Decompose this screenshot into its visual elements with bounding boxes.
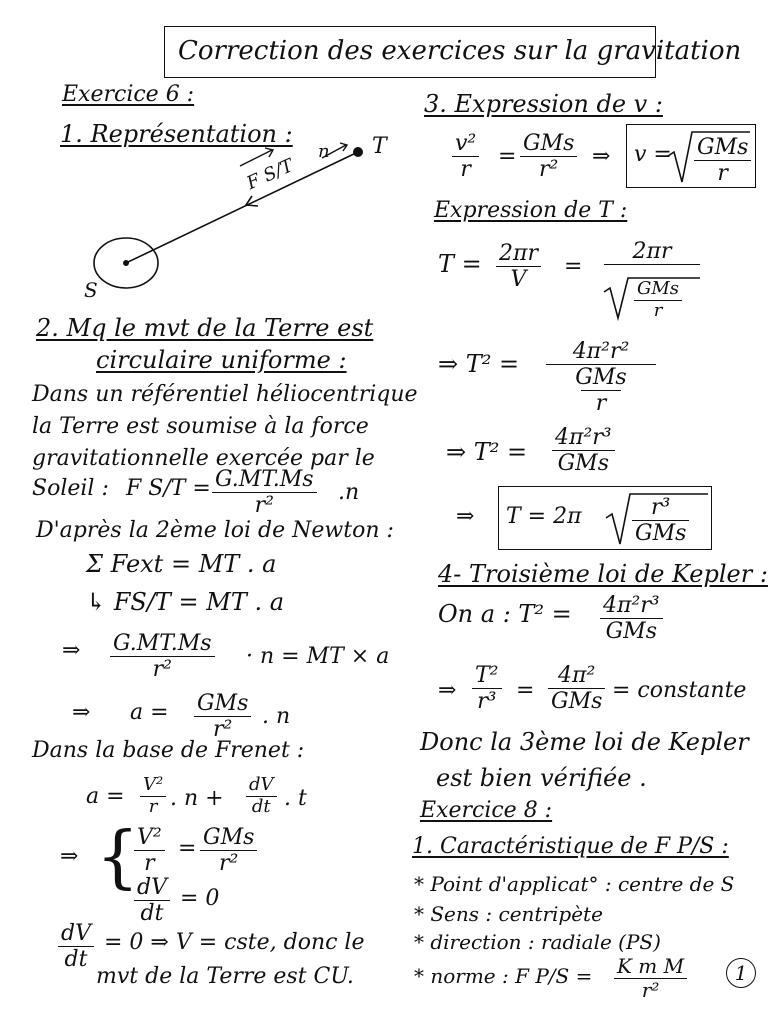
implies-arrow-2: ⇒ — [72, 700, 91, 725]
conclusion-line1: = 0 ⇒ V = cste, donc le — [104, 930, 365, 955]
c5-num: K m M — [617, 954, 685, 978]
c4-direction: * direction : radiale (PS) — [414, 930, 661, 954]
para-line3: gravitationnelle exercée par le — [32, 446, 375, 471]
frenet-num2: dV — [249, 774, 274, 795]
T1-eq: = — [564, 254, 583, 279]
conclusion-den: dt — [64, 947, 88, 973]
sun-label: S — [84, 278, 98, 302]
system-num3: dV — [137, 875, 167, 900]
v-den2: r² — [539, 157, 559, 183]
exercise-8-heading: Exercice 8 : — [420, 798, 553, 823]
v-arrow: ⇒ — [592, 144, 611, 169]
newton-force: ↳ FS/T = MT . a — [86, 588, 285, 616]
q1-representation: 1. Représentation : — [60, 120, 293, 148]
implies-arrow-1: ⇒ — [62, 638, 81, 663]
T3-num: 4π²r³ — [555, 425, 612, 450]
K2-frac1 — [472, 664, 502, 713]
q2-line2: circulaire uniforme : — [96, 346, 347, 374]
v-result-num: GMs — [697, 135, 749, 160]
T4-den: GMs — [635, 521, 687, 547]
K2-num2: 4π² — [558, 663, 596, 688]
system-brace: { — [96, 818, 140, 897]
force-expr-lhs: F S/T = — [126, 476, 211, 501]
frenet-lhs: a = — [86, 784, 125, 809]
v-result-lhs: v = — [634, 142, 672, 167]
newton-sum: Σ Fext = MT . a — [86, 550, 277, 578]
K1-num: 4π²r³ — [603, 593, 660, 618]
accel-unit: . n — [262, 704, 291, 729]
T4-num: r³ — [651, 495, 671, 520]
K2-den2: GMs — [551, 689, 603, 715]
K1-frac — [600, 594, 663, 643]
newton-numerator: G.MT.Ms — [113, 631, 212, 656]
expr-T-heading: Expression de T : — [434, 198, 628, 223]
c2-point: * Point d'applicat° : centre de S — [414, 872, 735, 896]
force-unit-vector: .n — [338, 480, 360, 505]
K3-text: Donc la 3ème loi de Kepler — [420, 728, 749, 756]
frenet-mid: . n + — [170, 786, 224, 811]
force-label: F S/T — [243, 155, 297, 195]
conclusion-line2: mvt de la Terre est CU. — [96, 964, 354, 989]
c3-sens: * Sens : centripète — [414, 902, 603, 926]
K2-eq: = — [516, 678, 535, 703]
T1-lhs: T = — [438, 250, 482, 278]
T4-frac — [632, 496, 689, 545]
para-line4a: Soleil : — [32, 476, 109, 501]
v-result-den: r — [717, 161, 728, 187]
accel-numerator: GMs — [197, 691, 249, 716]
K2-arrow: ⇒ — [438, 678, 457, 703]
K2-end: = constante — [612, 678, 747, 703]
frenet-end: . t — [284, 786, 307, 811]
T2-num: 4π²r² — [572, 339, 630, 364]
system-den1: r — [144, 851, 155, 877]
implies-arrow-3: ⇒ — [60, 844, 79, 869]
T4-lhs: T = 2π — [506, 504, 582, 529]
v-eq: = — [498, 144, 517, 169]
K4-text: est bien vérifiée . — [436, 764, 647, 792]
T1-sqrt-den: r — [653, 299, 663, 321]
K2-num1: T² — [475, 663, 499, 688]
K1-den: GMs — [605, 619, 657, 645]
exercise-6-heading: Exercice 6 : — [62, 82, 195, 107]
accel-lhs: a = — [130, 700, 169, 725]
system-eq2: = 0 — [180, 886, 220, 911]
force-numerator: G.MT.Ms — [215, 467, 314, 492]
q2-line1: 2. Mq le mvt de la Terre est — [36, 314, 374, 342]
K2-den1: r³ — [477, 689, 497, 715]
newton-denominator: r² — [152, 657, 172, 683]
T1-num2: 2πr — [632, 239, 672, 264]
earth-label: T — [372, 134, 387, 159]
frenet-num1: V² — [143, 774, 164, 795]
q4-heading: 4- Troisième loi de Kepler : — [438, 560, 768, 588]
T4-arrow: ⇒ — [456, 504, 475, 529]
frenet-den1: r — [148, 795, 158, 817]
frenet-intro: Dans la base de Frenet : — [32, 738, 305, 763]
v-num1: v² — [455, 131, 477, 156]
T3-den: GMs — [557, 451, 609, 477]
system-eq: = — [178, 836, 197, 861]
T2-den-num: GMs — [575, 365, 627, 391]
force-denominator: r² — [254, 493, 274, 519]
c5-frac — [614, 956, 687, 1001]
v-den1: r — [460, 157, 471, 183]
system-den3: dt — [140, 901, 164, 927]
K1-lhs: On a : T² = — [438, 600, 572, 628]
c5-norme: * norme : F P/S = — [414, 964, 593, 988]
K2-frac2 — [548, 664, 605, 713]
c5-circled-number: 1 — [726, 958, 756, 988]
T2-den-den: r — [595, 391, 607, 417]
page-title: Correction des exercices sur la gravitation — [178, 36, 742, 66]
accel-denominator: r² — [213, 717, 233, 743]
system-den2: r² — [219, 851, 239, 877]
para-line2: la Terre est soumise à la force — [32, 414, 369, 439]
newton-intro: D'après la 2ème loi de Newton : — [36, 518, 394, 543]
n-label: n — [318, 141, 330, 162]
T1-num1: 2πr — [499, 241, 538, 266]
T3-lhs: ⇒ T² = — [446, 438, 528, 466]
conclusion-num: dV — [61, 921, 91, 946]
v-num2: GMs — [523, 131, 575, 156]
T1-den1: V — [510, 267, 527, 293]
T1-sqrt-num: GMs — [637, 278, 680, 299]
newton-rhs: · n = MT × a — [246, 644, 390, 669]
system-num1: V² — [137, 825, 162, 850]
system-num2: GMs — [203, 825, 255, 850]
c1-heading: 1. Caractéristique de F P/S : — [412, 834, 729, 859]
frenet-den2: dt — [251, 795, 271, 817]
q3-heading: 3. Expression de v : — [424, 90, 663, 118]
para-line1: Dans un référentiel héliocentrique — [32, 382, 418, 407]
c5-den: r² — [641, 978, 660, 1002]
T2-lhs: ⇒ T² = — [438, 350, 520, 378]
